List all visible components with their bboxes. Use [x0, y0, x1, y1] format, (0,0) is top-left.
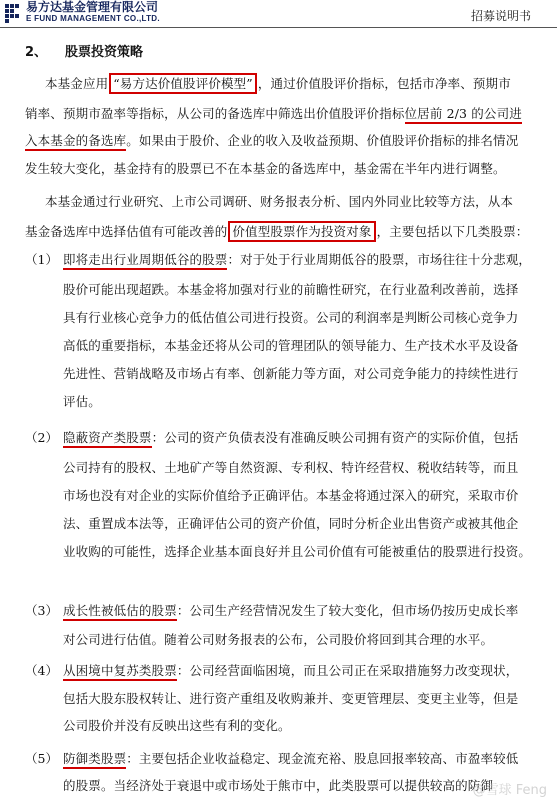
item-text-line: 先进性、营销战略及市场占有率、创新能力等方面，对公司竞争能力的持续性进行: [63, 366, 519, 381]
item-text-line: 高低的重要指标，本基金还将从公司的管理团队的领导能力、生产技术水平及设备: [63, 338, 519, 353]
item-text-line: 股价可能出现超跌。本基金将加强对行业的前瞻性研究，在行业盈利改善前，选择: [63, 282, 519, 297]
document-type: 招募说明书: [470, 9, 531, 23]
underline-candidate-pool: 入本基金的备选库: [25, 133, 126, 151]
item-title: 隐蔽资产类股票: [63, 430, 152, 448]
selection-line-2: 基金备选库中选择估值有可能改善的 价值型股票作为投资对象 ，主要包括以下几类股票：: [25, 219, 528, 244]
item-text-line: 具有行业核心竞争力的低估值公司进行投资。公司的利润率是判断公司核心竞争力: [63, 310, 519, 325]
intro-line-2: 销率、预期市盈率等指标，从公司的备选库中筛选出价值股评价指标位居前 2/3 的公司进: [25, 101, 522, 126]
item-text-line: 评估。: [63, 394, 101, 409]
company-name-cn: 易方达基金管理有限公司: [26, 0, 159, 14]
item-number: （2）: [25, 430, 58, 445]
highlight-model-name: “易方达价值股评价模型”: [109, 73, 257, 94]
intro-line-4: 发生较大变化，基金持有的股票已不在本基金的备选库中，基金需在半年内进行调整。: [25, 161, 506, 176]
item-number: （4）: [25, 663, 58, 678]
company-logo-icon: [4, 2, 24, 24]
item-text-line: 公司持有的股权、土地矿产等自然资源、专利权、特许经营权、税收结转等，而且: [63, 460, 519, 475]
item-text-line: 对公司进行估值。随着公司财务报表的公布，公司股价将回到其合理的水平。: [63, 632, 494, 647]
item-title: 防御类股票: [63, 751, 126, 769]
item-title: 从困境中复苏类股票: [63, 663, 177, 681]
item-number: （1）: [25, 252, 58, 267]
intro-line-1: 本基金应用 “易方达价值股评价模型” ，通过价值股评价指标，包括市净率、预期市: [45, 71, 511, 96]
item-text-line: 业收购的可能性，选择企业基本面良好并且公司价值有可能被重估的股票进行投资。: [63, 544, 532, 559]
item-number: （5）: [25, 751, 58, 766]
item-number: （3）: [25, 603, 58, 618]
item-text-line: 市场也没有对企业的实际价值给予正确评估。本基金将通过深入的研究，采取市价: [63, 488, 519, 503]
section-title: 股票投资策略: [65, 45, 144, 60]
section-heading: [25, 44, 143, 62]
item-title: 即将走出行业周期低谷的股票: [63, 252, 227, 270]
section-number: 2、: [25, 45, 48, 60]
intro-line-3: 入本基金的备选库。如果由于股价、企业的收入及收益预期、价值股评价指标的排名情况: [25, 128, 518, 153]
selection-line-1: 本基金通过行业研究、上市公司调研、财务报表分析、国内外同业比较等方法，从本: [45, 194, 514, 209]
page-header: [0, 0, 557, 28]
company-name-en: E FUND MANAGEMENT CO.,LTD.: [26, 14, 160, 23]
highlight-investment-target: 价值型股票作为投资对象: [228, 221, 375, 242]
underline-top-two-thirds: 位居前 2/3 的公司进: [405, 106, 522, 124]
header-divider: [0, 27, 557, 28]
item-text-line: 的股票。当经济处于衰退中或市场处于熊市中，此类股票可以提供较高的防御: [63, 778, 494, 793]
item-text-line: 法、重置成本法等，正确评估公司的资产价值，同时分析企业出售资产或被其他企: [63, 516, 519, 531]
item-title: 成长性被低估的股票: [63, 603, 177, 621]
item-text-line: 公司股价并没有反映出这些有利的变化。: [63, 718, 291, 733]
item-text-line: 包括大股东股权转让、进行资产重组及收购兼并、变更管理层、变更主业等，但是: [63, 691, 519, 706]
watermark: @雪球 Feng: [472, 783, 547, 798]
